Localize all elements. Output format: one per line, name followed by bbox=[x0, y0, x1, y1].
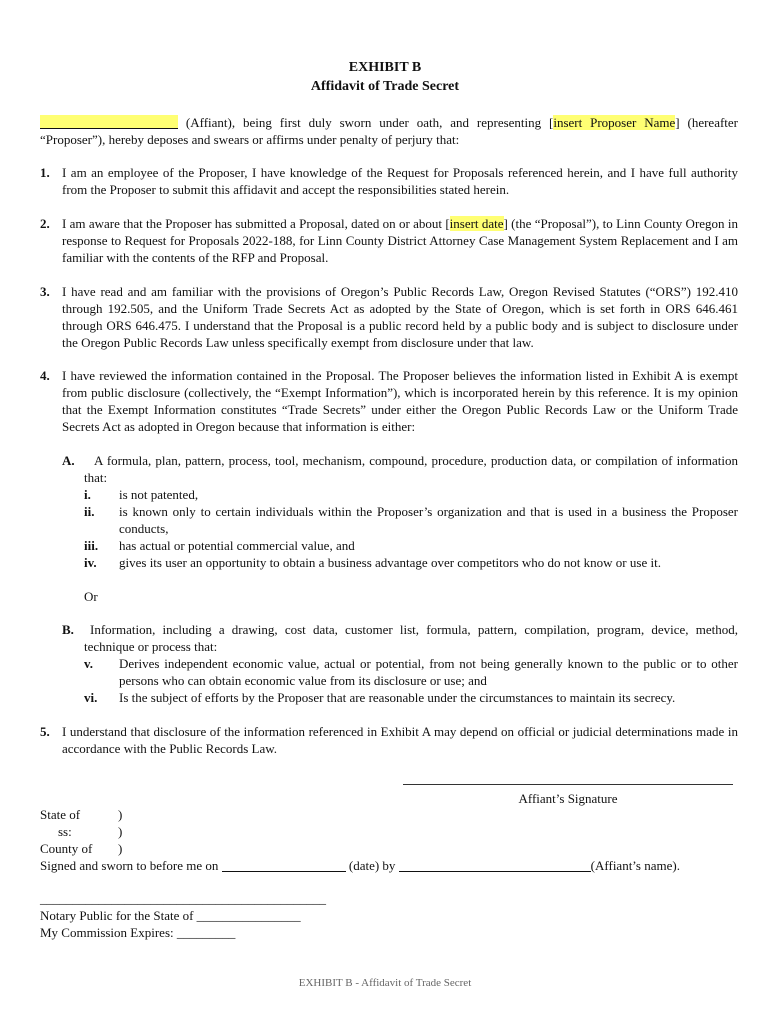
sub-label-b: B. bbox=[62, 622, 74, 637]
item-text-2: I am aware that the Proposer has submitted a Proposal, dated on or about [insert date] (the “Proposal”), to Linn County Oregon in response to Request for Proposals 2022-188, for Linn County District Attorney Case Management System Replacement and I am familiar with the contents of the RFP and Proposal. bbox=[62, 216, 738, 265]
roman-label-iii: iii. bbox=[84, 538, 99, 553]
roman-label-iv: iv. bbox=[84, 555, 97, 570]
roman-label-vi: vi. bbox=[84, 690, 98, 705]
document-title: Affidavit of Trade Secret bbox=[310, 79, 460, 94]
sworn-statement: Signed and sworn to before me on (date) by (Affiant’s name). bbox=[40, 858, 680, 873]
bracket-3: ) bbox=[118, 841, 123, 856]
notary-signature-line[interactable]: ____________________________________________ bbox=[40, 891, 326, 906]
roman-label-ii: ii. bbox=[84, 504, 95, 519]
ss-label: ss: bbox=[58, 824, 72, 839]
state-of-label: State of bbox=[40, 807, 81, 822]
sub-label-a: A. bbox=[62, 453, 75, 468]
item-number-5: 5. bbox=[40, 724, 50, 739]
proposer-name-placeholder[interactable]: insert Proposer Name bbox=[553, 115, 676, 130]
roman-text-v: Derives independent economic value, actual or potential, from not being generally known to the public or to other persons who can obtain economic value from its disclosure or use; and bbox=[119, 656, 738, 688]
sub-text-a: A formula, plan, pattern, process, tool, mechanism, compound, procedure, production data, or compilation of information that: bbox=[84, 453, 738, 485]
roman-label-i: i. bbox=[84, 487, 91, 502]
date-placeholder[interactable]: insert date bbox=[449, 216, 504, 231]
roman-text-vi: Is the subject of efforts by the Proposer that are reasonable under the circumstances to maintain its secrecy. bbox=[119, 690, 676, 705]
sworn-date-blank[interactable] bbox=[222, 859, 346, 872]
sub-text-b: Information, including a drawing, cost data, customer list, formula, pattern, compilation, program, device, method, technique or process that: bbox=[84, 622, 738, 654]
or-separator: Or bbox=[84, 589, 98, 604]
roman-text-ii: is known only to certain individuals within the Proposer’s organization and that is used in a business the Proposer conducts, bbox=[119, 504, 738, 536]
county-of-label: County of bbox=[40, 841, 93, 856]
exhibit-heading: EXHIBIT B bbox=[348, 60, 422, 75]
intro-paragraph: (Affiant), being first duly sworn under oath, and representing [insert Proposer Name] (hereafter “Proposer”), hereby deposes and swears or affirms under penalty of perjury that: bbox=[40, 115, 739, 147]
item-text-3: I have read and am familiar with the provisions of Oregon’s Public Records Law, Oregon Revised Statutes (“ORS”) 192.410 through 192.505, and the Uniform Trade Secrets Act as adopted by the State of Oregon, which is set forth in ORS 646.461 through ORS 646.475. I understand that the Proposal is a public record held by a public body and is subject to disclosure under the Oregon Public Records Law unless specifically exempt from disclosure under that law. bbox=[62, 284, 738, 350]
roman-label-v: v. bbox=[84, 656, 94, 671]
commission-expires-line: My Commission Expires: _________ bbox=[40, 925, 236, 940]
bracket-1: ) bbox=[118, 807, 123, 822]
item-number-1: 1. bbox=[40, 165, 50, 180]
notary-state-line: Notary Public for the State of ________________ bbox=[40, 908, 301, 923]
affiant-signature-label: Affiant’s Signature bbox=[518, 791, 618, 806]
item-number-4: 4. bbox=[40, 368, 50, 383]
item-number-3: 3. bbox=[40, 284, 50, 299]
roman-text-i: is not patented, bbox=[119, 487, 199, 502]
bracket-2: ) bbox=[118, 824, 123, 839]
affiant-name-blank[interactable] bbox=[40, 115, 178, 129]
item-number-2: 2. bbox=[40, 216, 50, 231]
roman-text-iii: has actual or potential commercial value, and bbox=[119, 538, 355, 553]
page-footer: EXHIBIT B - Affidavit of Trade Secret bbox=[298, 977, 472, 989]
roman-text-iv: gives its user an opportunity to obtain a business advantage over competitors who do not know or use it. bbox=[119, 555, 661, 570]
affiant-signature-line[interactable] bbox=[403, 770, 733, 785]
item-text-1: I am an employee of the Proposer, I have knowledge of the Request for Proposals referenced herein, and I have full authority from the Proposer to submit this affidavit and accept the responsibilities stated herein. bbox=[62, 165, 738, 197]
affiant-name-blank-2[interactable] bbox=[399, 859, 591, 872]
item-text-4: I have reviewed the information contained in the Proposal. The Proposer believes the information listed in Exhibit A is exempt from public disclosure (collectively, the “Exempt Information”), which is incorporated herein by this reference. It is my opinion that the Exempt Information constitutes “Trade Secrets” under either the Oregon Public Records Law or the Uniform Trade Secrets Act as adopted in Oregon because that information is either: bbox=[62, 368, 738, 434]
item-text-5: I understand that disclosure of the information referenced in Exhibit A may depend on official or judicial determinations made in accordance with the Public Records Law. bbox=[62, 724, 738, 756]
